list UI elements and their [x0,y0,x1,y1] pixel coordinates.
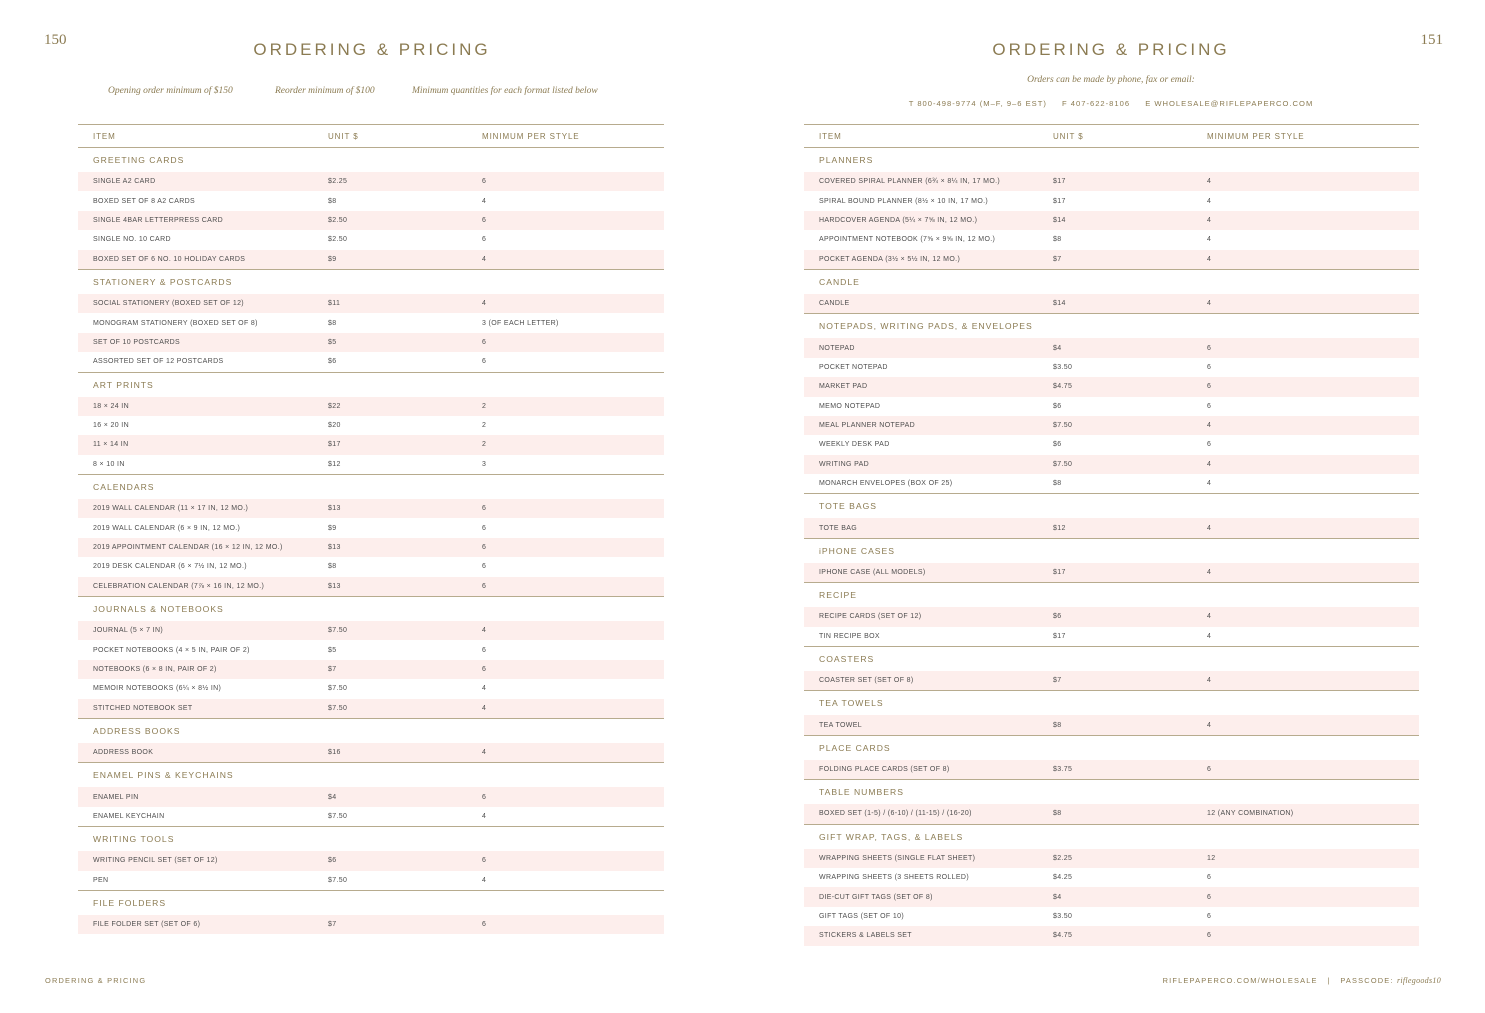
minimum-cell: 4 [1207,480,1212,488]
section-title: FILE FOLDERS [93,897,167,908]
unit-price-cell: $7.50 [328,627,348,635]
item-cell: ASSORTED SET OF 12 POSTCARDS [93,358,224,366]
table-row [804,887,1419,906]
unit-price-cell: $3.75 [1053,766,1073,773]
table-row [804,671,1419,690]
column-header-minimum: MINIMUM PER STYLE [1207,131,1305,141]
section-tote-bags [804,494,1419,538]
unit-price-cell: $14 [1053,216,1066,224]
unit-price-cell: $5 [328,338,337,346]
item-cell: MARKET PAD [819,383,868,391]
section-coasters [804,647,1419,691]
minimum-cell: 6 [482,857,487,865]
minimum-cell: 4 [1207,216,1212,224]
minimum-cell: 6 [1207,893,1212,901]
item-cell: DIE-CUT GIFT TAGS (SET OF 8) [819,893,933,901]
footer [1163,976,1441,985]
item-cell: ENAMEL KEYCHAIN [93,812,165,820]
minimum-quantities-note: Minimum quantities for each format listed below [412,86,598,96]
section-recipe [804,583,1419,647]
minimum-cell: 6 [482,236,487,244]
item-cell: STITCHED NOTEBOOK SET [93,704,193,712]
left-page [0,0,742,1013]
orders-note: Orders can be made by phone, fax or email: [1027,75,1195,85]
table-row [804,868,1419,887]
item-cell: 2019 APPOINTMENT CALENDAR (16 × 12 IN, 12 MO.) [93,544,283,552]
unit-price-cell: $4 [1053,344,1062,352]
unit-price-cell: $6 [1053,402,1062,410]
minimum-cell: 4 [482,876,487,884]
section-title: WRITING TOOLS [93,834,175,845]
table-row [78,333,664,352]
unit-price-cell: $7 [1053,677,1062,685]
section-title: TABLE NUMBERS [819,787,904,798]
unit-price-cell: $7.50 [1053,460,1073,468]
page-title: ORDERING & PRICING [992,40,1230,59]
unit-price-cell: $3.50 [1053,363,1073,371]
minimum-cell: 4 [482,300,487,308]
minimum-cell: 4 [482,812,487,820]
section-title: PLACE CARDS [819,742,891,753]
unit-price-cell: $17 [328,441,341,449]
table-row [78,660,664,679]
minimum-cell: 4 [1207,300,1212,308]
unit-price-cell: $6 [328,358,337,366]
minimum-cell: 4 [1207,236,1212,244]
minimum-cell: 2 [482,422,487,430]
section-title: GREETING CARDS [93,155,185,165]
item-cell: POCKET NOTEBOOKS (4 × 5 IN, PAIR OF 2) [93,646,250,654]
section-stationery-postcards [78,270,664,373]
unit-price-cell: $17 [1053,569,1066,577]
item-cell: ENAMEL PIN [93,793,139,801]
column-header-item: ITEM [819,131,842,141]
table-row [804,760,1419,779]
unit-price-cell: $7.50 [1053,422,1073,430]
item-cell: NOTEBOOKS (6 × 8 IN, PAIR OF 2) [93,666,217,673]
item-cell: SPIRAL BOUND PLANNER (8½ × 10 IN, 17 MO.) [819,197,989,205]
footer-site-link[interactable]: RIFLEPAPERCO.COM/WHOLESALE [1162,976,1318,985]
item-cell: MEMO NOTEPAD [819,402,881,410]
unit-price-cell: $8 [328,197,337,205]
table-row [804,358,1419,377]
section-title: TEA TOWELS [819,698,884,709]
unit-price-cell: $12 [328,460,341,468]
table-row [804,172,1419,191]
minimum-cell: 4 [1207,677,1212,685]
unit-price-cell: $17 [1053,632,1066,640]
item-cell: TIN RECIPE BOX [819,632,880,640]
reorder-minimum-note: Reorder minimum of $100 [275,86,375,96]
table-row [78,640,664,659]
item-cell: BOXED SET (1-5) / (6-10) / (11-15) / (16-20) [819,810,972,818]
section-title: NOTEPADS, WRITING PADS, & ENVELOPES [819,321,1033,332]
minimum-cell: 6 [482,505,487,513]
table-row [78,416,664,435]
table-row [78,499,664,518]
section-title: STATIONERY & POSTCARDS [93,276,233,287]
unit-price-cell: $8 [328,319,337,327]
minimum-cell: 4 [482,704,487,712]
item-cell: 11 × 14 IN [93,441,129,449]
table-row [78,621,664,640]
table-row [804,435,1419,454]
contact-fax: F 407-622-8106 [1062,99,1131,108]
contact-email[interactable]: E WHOLESALE@RIFLEPAPERCO.COM [1145,99,1314,108]
unit-price-cell: $20 [328,422,341,430]
minimum-cell: 6 [482,582,487,590]
minimum-cell: 6 [1207,402,1212,410]
table-row [804,563,1419,582]
table-row [78,250,664,269]
item-cell: 2019 DESK CALENDAR (6 × 7½ IN, 12 MO.) [93,563,247,571]
table-row [78,211,664,230]
item-cell: 18 × 24 IN [93,402,129,410]
section-title: CANDLE [819,276,860,287]
table-row [804,607,1419,626]
section-title: CALENDARS [93,482,155,493]
unit-price-cell: $13 [328,582,341,590]
section-title: PLANNERS [819,155,874,165]
item-cell: NOTEPAD [819,344,855,352]
table-row [804,804,1419,823]
table-row [78,871,664,890]
item-cell: COVERED SPIRAL PLANNER (6¾ × 8¼ IN, 17 MO.) [819,178,1001,186]
minimum-cell: 3 [482,460,487,468]
minimum-cell: 4 [1207,178,1212,186]
unit-price-cell: $3.50 [1053,912,1073,920]
column-headers [804,124,1419,148]
unit-price-cell: $11 [328,300,341,308]
table-row [78,851,664,870]
table-row [78,557,664,576]
unit-price-cell: $7.50 [328,704,348,712]
item-cell: BOXED SET OF 6 NO. 10 HOLIDAY CARDS [93,255,246,263]
item-cell: 8 × 10 IN [93,460,125,468]
section-candle [804,270,1419,314]
section-writing-tools [78,827,664,891]
item-cell: CELEBRATION CALENDAR (7⅞ × 16 IN, 12 MO.) [93,582,265,590]
minimum-cell: 6 [482,666,487,673]
table-row [78,743,664,762]
item-cell: APPOINTMENT NOTEBOOK (7⅝ × 9⅝ IN, 12 MO.) [819,236,996,244]
minimum-cell: 12 [1207,854,1216,862]
table-row [78,787,664,806]
unit-price-cell: $12 [1053,524,1066,532]
table-row [804,416,1419,435]
item-cell: 2019 WALL CALENDAR (6 × 9 IN, 12 MO.) [93,524,241,532]
section-title: ART PRINTS [93,379,154,390]
section-iphone-cases [804,539,1419,583]
unit-price-cell: $7 [1053,255,1062,263]
column-header-unit: UNIT $ [1053,131,1084,141]
item-cell: SINGLE A2 CARD [93,178,156,186]
item-cell: WEEKLY DESK PAD [819,441,890,449]
unit-price-cell: $2.25 [328,178,348,186]
unit-price-cell: $17 [1053,178,1066,186]
section-place-cards [804,736,1419,780]
section-address-books [78,719,664,763]
item-cell: MONARCH ENVELOPES (BOX OF 25) [819,480,953,488]
table-row [804,849,1419,868]
minimum-cell: 6 [482,793,487,801]
item-cell: SINGLE NO. 10 CARD [93,236,171,244]
unit-price-cell: $13 [328,544,341,552]
minimum-cell: 4 [1207,613,1212,621]
footer-passcode: riflegoods10 [1396,976,1441,985]
minimum-cell: 6 [482,216,487,224]
minimum-cell: 6 [1207,383,1212,391]
table-row [804,397,1419,416]
column-header-item: ITEM [93,131,116,141]
column-headers [78,124,664,148]
table-row [78,518,664,537]
item-cell: COASTER SET (SET OF 8) [819,677,914,685]
minimum-cell: 2 [482,402,487,410]
minimum-cell: 4 [482,627,487,635]
unit-price-cell: $2.50 [328,216,348,224]
contact-line [804,99,1418,108]
unit-price-cell: $8 [1053,236,1062,244]
minimum-cell: 4 [1207,721,1212,729]
item-cell: POCKET AGENDA (3½ × 5½ IN, 12 MO.) [819,255,961,263]
footer-passcode-label: PASSCODE: [1340,976,1394,985]
minimum-cell: 4 [482,255,487,263]
table-row [78,172,664,191]
minimum-cell: 3 (OF EACH LETTER) [482,319,559,327]
section-greeting-cards [78,148,664,270]
unit-price-cell: $4.75 [1053,932,1073,940]
table-row [78,294,664,313]
page-title: ORDERING & PRICING [253,40,491,59]
item-cell: SOCIAL STATIONERY (BOXED SET OF 12) [93,300,244,308]
table-row [804,907,1419,926]
item-cell: TOTE BAG [819,524,858,532]
column-header-minimum: MINIMUM PER STYLE [482,131,580,141]
item-cell: FOLDING PLACE CARDS (SET OF 8) [819,766,950,773]
section-enamel-pins-keychains [78,763,664,827]
section-title: TOTE BAGS [819,501,878,512]
unit-price-cell: $22 [328,402,341,410]
minimum-cell: 6 [1207,441,1212,449]
unit-price-cell: $4 [328,793,337,801]
item-cell: JOURNAL (5 × 7 IN) [93,627,164,635]
table-row [804,926,1419,945]
item-cell: WRITING PAD [819,460,869,468]
item-cell: POCKET NOTEPAD [819,363,888,371]
item-cell: RECIPE CARDS (SET OF 12) [819,613,922,621]
pricing-table [78,124,664,934]
table-row [804,191,1419,210]
table-row [804,474,1419,493]
unit-price-cell: $6 [1053,613,1062,621]
minimum-cell: 6 [482,921,487,929]
unit-price-cell: $14 [1053,300,1066,308]
item-cell: BOXED SET OF 8 A2 CARDS [93,197,196,205]
table-row [78,435,664,454]
table-row [804,627,1419,646]
unit-price-cell: $7.50 [328,876,348,884]
footer-separator: | [1327,976,1331,985]
unit-price-cell: $4.75 [1053,383,1073,391]
minimum-cell: 4 [1207,422,1212,430]
section-table-numbers [804,780,1419,824]
minimum-cell: 4 [1207,632,1212,640]
unit-price-cell: $7 [328,921,337,929]
unit-price-cell: $4.25 [1053,874,1073,882]
table-row [804,230,1419,249]
minimum-cell: 2 [482,441,487,449]
unit-price-cell: $13 [328,505,341,513]
table-row [78,915,664,934]
opening-minimum-note: Opening order minimum of $150 [108,86,233,96]
minimum-cell: 6 [482,338,487,346]
unit-price-cell: $7 [328,666,337,673]
minimum-cell: 6 [482,544,487,552]
table-row [78,679,664,698]
minimum-cell: 4 [482,685,487,693]
table-row [804,715,1419,734]
section-title: GIFT WRAP, TAGS, & LABELS [819,831,964,842]
minimum-cell: 4 [1207,197,1212,205]
unit-price-cell: $8 [1053,721,1062,729]
contact-phone: T 800-498-9774 (M–F, 9–6 EST) [908,99,1047,108]
sections-container [804,148,1419,946]
table-row [804,294,1419,313]
item-cell: TEA TOWEL [819,721,862,729]
unit-price-cell: $9 [328,255,337,263]
item-cell: SINGLE 4BAR LETTERPRESS CARD [93,216,223,224]
minimum-cell: 4 [482,197,487,205]
minimum-cell: 4 [1207,569,1212,577]
section-tea-towels [804,691,1419,735]
item-cell: SET OF 10 POSTCARDS [93,338,181,346]
minimum-cell: 6 [1207,912,1212,920]
minimum-cell: 6 [482,524,487,532]
sections-container [78,148,664,934]
section-art-prints [78,373,664,476]
minimum-cell: 6 [482,178,487,186]
table-row [804,518,1419,537]
section-file-folders [78,891,664,934]
unit-price-cell: $9 [328,524,337,532]
page-number: 151 [1420,32,1443,48]
unit-price-cell: $6 [328,857,337,865]
item-cell: WRAPPING SHEETS (3 SHEETS ROLLED) [819,874,970,882]
table-row [804,250,1419,269]
minimum-cell: 6 [1207,363,1212,371]
minimum-cell: 6 [482,646,487,654]
minimum-cell: 4 [1207,524,1212,532]
pricing-table [804,124,1419,946]
minimum-cell: 6 [482,358,487,366]
minimum-cell: 6 [1207,766,1212,773]
unit-price-cell: $8 [328,563,337,571]
minimum-cell: 12 (ANY COMBINATION) [1207,810,1294,818]
table-row [78,538,664,557]
unit-price-cell: $4 [1053,893,1062,901]
item-cell: MEAL PLANNER NOTEPAD [819,422,916,430]
unit-price-cell: $17 [1053,197,1066,205]
minimum-cell: 6 [1207,932,1212,940]
footer-label: ORDERING & PRICING [45,976,147,985]
section-title: JOURNALS & NOTEBOOKS [93,604,224,615]
item-cell: CANDLE [819,300,850,308]
table-row [804,338,1419,357]
unit-price-cell: $6 [1053,441,1062,449]
item-cell: MEMOIR NOTEBOOKS (6¼ × 8½ IN) [93,685,222,693]
table-row [804,455,1419,474]
table-row [78,191,664,210]
item-cell: 16 × 20 IN [93,422,129,430]
section-title: iPHONE CASES [819,545,895,556]
unit-price-cell: $8 [1053,810,1062,818]
item-cell: WRAPPING SHEETS (SINGLE FLAT SHEET) [819,854,976,862]
section-title: RECIPE [819,590,857,601]
item-cell: GIFT TAGS (SET OF 10) [819,912,905,920]
page-number: 150 [44,32,67,48]
table-row [78,397,664,416]
section-gift-wrap-tags-labels [804,825,1419,946]
section-notepads-writing-pads-envelopes [804,314,1419,494]
section-title: ENAMEL PINS & KEYCHAINS [93,770,234,781]
item-cell: PEN [93,876,109,884]
table-row [78,455,664,474]
item-cell: WRITING PENCIL SET (SET OF 12) [93,857,218,865]
minimum-cell: 4 [1207,255,1212,263]
minimum-cell: 6 [482,563,487,571]
section-title: COASTERS [819,654,875,665]
table-row [804,211,1419,230]
unit-price-cell: $5 [328,646,337,654]
item-cell: IPHONE CASE (ALL MODELS) [819,569,926,577]
minimum-cell: 6 [1207,344,1212,352]
item-cell: ADDRESS BOOK [93,749,154,757]
unit-price-cell: $7.50 [328,685,348,693]
minimum-cell: 6 [1207,874,1212,882]
minimum-cell: 4 [1207,460,1212,468]
table-row [78,807,664,826]
unit-price-cell: $2.25 [1053,854,1073,862]
section-calendars [78,475,664,597]
section-journals-notebooks [78,597,664,719]
unit-price-cell: $8 [1053,480,1062,488]
item-cell: 2019 WALL CALENDAR (11 × 17 IN, 12 MO.) [93,505,249,513]
table-row [78,352,664,371]
unit-price-cell: $7.50 [328,812,348,820]
column-header-unit: UNIT $ [328,131,359,141]
minimum-cell: 4 [482,749,487,757]
table-row [804,377,1419,396]
table-row [78,577,664,596]
section-title: ADDRESS BOOKS [93,725,181,736]
unit-price-cell: $16 [328,749,341,757]
table-row [78,699,664,718]
item-cell: STICKERS & LABELS SET [819,932,912,940]
item-cell: FILE FOLDER SET (SET OF 6) [93,921,201,929]
right-page [743,0,1485,1013]
table-row [78,313,664,332]
item-cell: HARDCOVER AGENDA (5¼ × 7⅝ IN, 12 MO.) [819,216,978,224]
item-cell: MONOGRAM STATIONERY (BOXED SET OF 8) [93,319,258,327]
table-row [78,230,664,249]
unit-price-cell: $2.50 [328,236,348,244]
section-planners [804,148,1419,270]
